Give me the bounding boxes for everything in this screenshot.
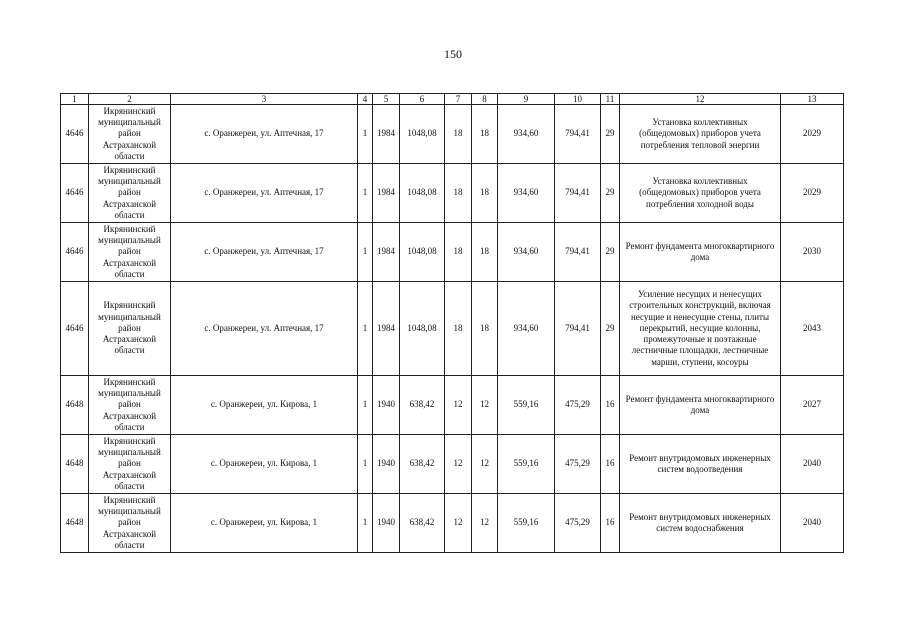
column-7-cell: 12	[445, 494, 472, 553]
house-id-cell: 4648	[61, 376, 89, 435]
column-4-cell: 1	[358, 164, 373, 223]
column-header: 12	[620, 94, 781, 105]
municipality-cell: Икрянинский муниципальный район Астраханской области	[89, 223, 171, 282]
year-cell: 1984	[373, 223, 400, 282]
work-type-cell: Ремонт внутридомовых инженерных систем водоснабжения	[620, 494, 781, 553]
column-header: 13	[781, 94, 844, 105]
residential-area-cell: 475,29	[555, 494, 601, 553]
house-id-cell: 4646	[61, 105, 89, 164]
work-type-cell: Ремонт фундамента многоквартирного дома	[620, 376, 781, 435]
table-row	[61, 164, 844, 223]
year-cell: 1984	[373, 164, 400, 223]
total-area-cell: 1048,08	[400, 282, 445, 376]
living-area-cell: 559,16	[498, 376, 555, 435]
year-cell: 1984	[373, 282, 400, 376]
residential-area-cell: 794,41	[555, 282, 601, 376]
column-8-cell: 18	[472, 105, 498, 164]
year-cell: 1940	[373, 376, 400, 435]
column-11-cell: 29	[601, 164, 620, 223]
address-cell: с. Оранжереи, ул. Кирова, 1	[171, 435, 358, 494]
house-id-cell: 4646	[61, 223, 89, 282]
address-cell: с. Оранжереи, ул. Аптечная, 17	[171, 164, 358, 223]
column-header: 7	[445, 94, 472, 105]
address-cell: с. Оранжереи, ул. Аптечная, 17	[171, 282, 358, 376]
address-cell: с. Оранжереи, ул. Аптечная, 17	[171, 105, 358, 164]
total-area-cell: 1048,08	[400, 164, 445, 223]
living-area-cell: 934,60	[498, 223, 555, 282]
column-7-cell: 12	[445, 376, 472, 435]
column-8-cell: 18	[472, 164, 498, 223]
column-4-cell: 1	[358, 376, 373, 435]
column-7-cell: 18	[445, 282, 472, 376]
living-area-cell: 934,60	[498, 164, 555, 223]
plan-year-cell: 2040	[781, 494, 844, 553]
column-4-cell: 1	[358, 282, 373, 376]
column-11-cell: 16	[601, 494, 620, 553]
table-row	[61, 494, 844, 553]
house-id-cell: 4648	[61, 494, 89, 553]
plan-year-cell: 2043	[781, 282, 844, 376]
total-area-cell: 1048,08	[400, 223, 445, 282]
work-type-cell: Ремонт внутридомовых инженерных систем водоотведения	[620, 435, 781, 494]
registry-table	[60, 93, 844, 553]
column-header: 6	[400, 94, 445, 105]
column-11-cell: 16	[601, 435, 620, 494]
living-area-cell: 559,16	[498, 435, 555, 494]
living-area-cell: 934,60	[498, 105, 555, 164]
column-8-cell: 12	[472, 435, 498, 494]
house-id-cell: 4646	[61, 164, 89, 223]
total-area-cell: 1048,08	[400, 105, 445, 164]
total-area-cell: 638,42	[400, 376, 445, 435]
table-row	[61, 376, 844, 435]
plan-year-cell: 2029	[781, 164, 844, 223]
column-header: 11	[601, 94, 620, 105]
plan-year-cell: 2040	[781, 435, 844, 494]
work-type-cell: Ремонт фундамента многоквартирного дома	[620, 223, 781, 282]
house-id-cell: 4648	[61, 435, 89, 494]
column-4-cell: 1	[358, 435, 373, 494]
table-row	[61, 282, 844, 376]
residential-area-cell: 794,41	[555, 105, 601, 164]
total-area-cell: 638,42	[400, 494, 445, 553]
work-type-cell: Установка коллективных (общедомовых) приборов учета потребления холодной воды	[620, 164, 781, 223]
table-row	[61, 223, 844, 282]
column-4-cell: 1	[358, 223, 373, 282]
plan-year-cell: 2030	[781, 223, 844, 282]
address-cell: с. Оранжереи, ул. Кирова, 1	[171, 376, 358, 435]
column-11-cell: 29	[601, 282, 620, 376]
column-header: 8	[472, 94, 498, 105]
municipality-cell: Икрянинский муниципальный район Астраханской области	[89, 164, 171, 223]
house-id-cell: 4646	[61, 282, 89, 376]
plan-year-cell: 2027	[781, 376, 844, 435]
residential-area-cell: 475,29	[555, 376, 601, 435]
column-11-cell: 16	[601, 376, 620, 435]
municipality-cell: Икрянинский муниципальный район Астраханской области	[89, 376, 171, 435]
page-number: 150	[444, 47, 462, 61]
year-cell: 1940	[373, 494, 400, 553]
column-7-cell: 18	[445, 164, 472, 223]
column-4-cell: 1	[358, 494, 373, 553]
table-row	[61, 435, 844, 494]
table-row	[61, 105, 844, 164]
residential-area-cell: 794,41	[555, 164, 601, 223]
column-7-cell: 12	[445, 435, 472, 494]
column-header: 4	[358, 94, 373, 105]
column-header: 5	[373, 94, 400, 105]
plan-year-cell: 2029	[781, 105, 844, 164]
living-area-cell: 934,60	[498, 282, 555, 376]
column-4-cell: 1	[358, 105, 373, 164]
work-type-cell: Усиление несущих и ненесущих строительных конструкций, включая несущие и ненесущие стены, плиты перекрытий, несущие колонны, промежуточные и поэтажные лестничные площадки, лестничные марши, ступени, косоуры	[620, 282, 781, 376]
column-8-cell: 18	[472, 282, 498, 376]
total-area-cell: 638,42	[400, 435, 445, 494]
municipality-cell: Икрянинский муниципальный район Астраханской области	[89, 494, 171, 553]
column-header: 10	[555, 94, 601, 105]
column-7-cell: 18	[445, 105, 472, 164]
residential-area-cell: 475,29	[555, 435, 601, 494]
living-area-cell: 559,16	[498, 494, 555, 553]
municipality-cell: Икрянинский муниципальный район Астраханской области	[89, 105, 171, 164]
address-cell: с. Оранжереи, ул. Аптечная, 17	[171, 223, 358, 282]
residential-area-cell: 794,41	[555, 223, 601, 282]
municipality-cell: Икрянинский муниципальный район Астраханской области	[89, 282, 171, 376]
year-cell: 1940	[373, 435, 400, 494]
column-11-cell: 29	[601, 223, 620, 282]
column-header: 3	[171, 94, 358, 105]
column-11-cell: 29	[601, 105, 620, 164]
column-header: 1	[61, 94, 89, 105]
column-8-cell: 12	[472, 376, 498, 435]
year-cell: 1984	[373, 105, 400, 164]
column-8-cell: 12	[472, 494, 498, 553]
column-header: 2	[89, 94, 171, 105]
header-row	[61, 94, 844, 105]
municipality-cell: Икрянинский муниципальный район Астраханской области	[89, 435, 171, 494]
column-7-cell: 18	[445, 223, 472, 282]
address-cell: с. Оранжереи, ул. Кирова, 1	[171, 494, 358, 553]
column-header: 9	[498, 94, 555, 105]
work-type-cell: Установка коллективных (общедомовых) приборов учета потребления тепловой энергии	[620, 105, 781, 164]
column-8-cell: 18	[472, 223, 498, 282]
